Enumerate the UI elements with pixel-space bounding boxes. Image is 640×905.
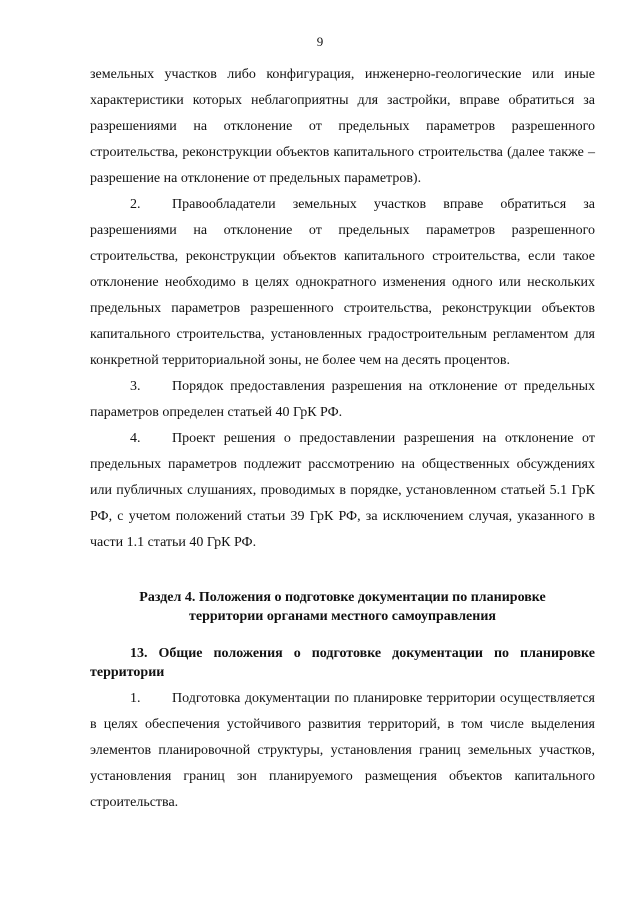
paragraph-number: 4. xyxy=(130,431,141,446)
paragraph-number: 1. xyxy=(130,691,141,706)
numbered-paragraph-4 xyxy=(90,426,595,556)
paragraph-text: Правообладатели земельных участков вправе обратиться за разрешениями на отклонение от предельных параметров разрешенного строительства, реконструкции объектов капитального строительства, если такое отклонение необходимо в целях однократного изменения одного или нескольких предельных параметров разрешенного строительства, реконструкции объектов капитального строительства, установленных градостроительным регламентом для конкретной территориальной зоны, не более чем на десять процентов. xyxy=(90,197,595,368)
subsection-heading: 13. Общие положения о подготовке документации по планировке территории xyxy=(90,646,595,680)
section-heading-line-2: территории органами местного самоуправления xyxy=(189,609,496,624)
paragraph-text: Проект решения о предоставлении разрешения на отклонение от предельных параметров подлежит рассмотрению на общественных обсуждениях или публичных слушаниях, проводимых в порядке, установленном статьей 5.1 ГрК РФ, с учетом положений статьи 39 ГрК РФ, за исключением случая, указанного в части 1.1 статьи 40 ГрК РФ. xyxy=(90,431,595,550)
paragraph-number: 2. xyxy=(130,197,141,212)
paragraph-text: Порядок предоставления разрешения на отклонение от предельных параметров определен статьей 40 ГрК РФ. xyxy=(90,379,595,420)
page-number: 9 xyxy=(316,34,324,49)
numbered-paragraph-3 xyxy=(90,374,595,426)
paragraph-number: 3. xyxy=(130,379,141,394)
section-heading xyxy=(90,588,595,626)
numbered-paragraph-1 xyxy=(90,686,595,816)
paragraph-text: Подготовка документации по планировке территории осуществляется в целях обеспечения устойчивого развития территорий, в том числе выделения элементов планировочной структуры, установления границ земельных участков, установления границ зон планируемого размещения объектов капитального строительства. xyxy=(90,691,595,810)
section-heading-line-1: Раздел 4. Положения о подготовке документации по планировке xyxy=(139,590,546,605)
paragraph-continuation: земельных участков либо конфигурация, инженерно-геологические или иные характеристики которых неблагоприятны для застройки, вправе обратиться за разрешениями на отклонение от предельных параметров разрешенного строительства, реконструкции объектов капитального строительства (далее также – разрешение на отклонение от предельных параметров). xyxy=(90,67,595,186)
document-body xyxy=(90,62,595,816)
numbered-paragraph-2 xyxy=(90,192,595,374)
